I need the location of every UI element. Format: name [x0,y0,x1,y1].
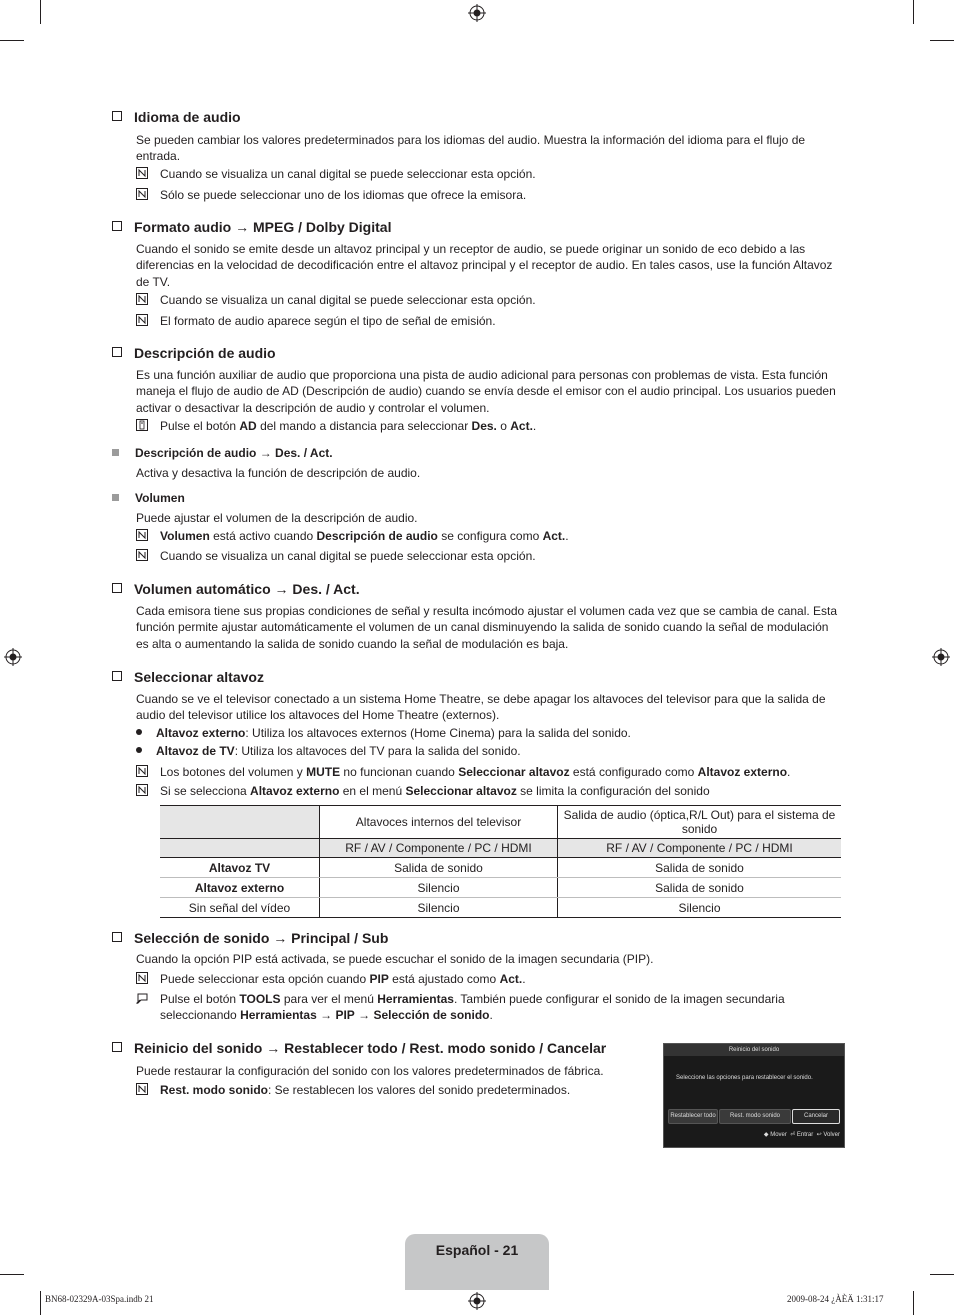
section-heading: Formato audio → MPEG / Dolby Digital [112,219,391,235]
registration-mark-icon [468,4,486,22]
table-row: Altavoces internos del televisor Salida de audio (óptica,R/L Out) para el sistema de sonido [160,806,841,839]
speaker-table [160,805,841,918]
crop-mark [0,1274,24,1275]
registration-mark-icon [4,648,22,666]
checkbox-icon [112,111,122,121]
section-heading: Seleccionar altavoz [112,669,264,685]
return-icon: ↩ [816,1132,822,1138]
crop-mark [930,40,954,41]
note-icon [136,1083,148,1095]
checkbox-icon [112,221,122,231]
osd-title: Reinicio del sonido [664,1044,844,1056]
tools-note: Pulse el botón TOOLS para ver el menú Herramientas. También puede configurar el sonido de la imagen secundaria seleccionando Herramientas → PIP → Selección de sonido. [136,991,842,1024]
paragraph: Cuando se ve el televisor conectado a un sistema Home Theatre, se debe apagar los altavoces del televisor para que la salida de audio del televisor utilice los altavoces del Home Theatre (externos). [136,692,826,723]
bullet-icon [136,729,142,735]
bullet-icon [136,747,142,753]
section-heading: Descripción de audio [112,345,276,361]
checkbox-icon [112,1042,122,1052]
registration-mark-icon [932,648,950,666]
tools-icon [136,992,148,1004]
crop-mark [913,1291,914,1315]
paragraph: Se pueden cambiar los valores predeterminados para los idiomas del audio. Muestra la información del idioma para el flujo de entrada. [136,133,806,164]
paragraph: Cuando el sonido se emite desde un altavoz principal y un receptor de audio, se puede originar un sonido de eco debido a las diferencias en la velocidad de decodificación entre el altavoz principal y el receptor de audio. En tales casos, use la función Altavoz de TV. [136,242,833,289]
list-item: Altavoz de TV: Utiliza los altavoces del TV para la salida del sonido. [136,744,521,758]
section-heading: Idioma de audio [112,109,241,125]
subsection-heading: Descripción de audio → Des. / Act. [112,446,333,460]
paragraph: Activa y desactiva la función de descripción de audio. [136,466,421,480]
note: Cuando se visualiza un canal digital se puede seleccionar esta opción. [136,548,842,564]
square-bullet-icon [112,494,119,501]
print-slug-left: BN68-02329A-03Spa.indb 21 [45,1294,154,1304]
paragraph: Cuando la opción PIP está activada, se puede escuchar el sonido de la imagen secundaria (PIP). [136,952,654,966]
paragraph: Puede ajustar el volumen de la descripción de audio. [136,511,418,525]
note-icon [136,972,148,984]
checkbox-icon [112,671,122,681]
note-icon [136,784,148,796]
note: Cuando se visualiza un canal digital se puede seleccionar esta opción. [136,166,842,182]
checkbox-icon [112,932,122,942]
cancel-button[interactable]: Cancelar [792,1109,840,1124]
note-icon [136,293,148,305]
remote-control-icon [136,419,148,431]
page-number-tab: Español - 21 [405,1234,549,1290]
reset-all-button[interactable]: Restablecer todo [668,1109,718,1124]
remote-note: Pulse el botón AD del mando a distancia para seleccionar Des. o Act.. [136,418,842,434]
square-bullet-icon [112,449,119,456]
note: El formato de audio aparece según el tipo de señal de emisión. [136,313,842,329]
note-icon [136,549,148,561]
list-item: Altavoz externo: Utiliza los altavoces externos (Home Cinema) para la salida del sonido. [136,726,631,740]
crop-mark [40,0,41,24]
paragraph: Es una función auxiliar de audio que proporciona una pista de audio adicional para personas con problemas de vista. Esta función maneja el flujo de audio de AD (Descripción de audio) cuando se envía desde el emisor con el audio principal. Los usuarios pueden activar o desactivar la descripción de audio y controlar el volumen. [136,368,836,415]
note: Volumen está activo cuando Descripción de audio se configura como Act.. [136,528,842,544]
note: Sólo se puede seleccionar uno de los idiomas que ofrece la emisora. [136,187,842,203]
note-icon [136,188,148,200]
note: Si se selecciona Altavoz externo en el menú Seleccionar altavoz se limita la configuración del sonido [136,783,842,799]
print-slug-right: 2009-08-24 ¿ÀÈÄ 1:31:17 [787,1294,884,1304]
registration-mark-icon [468,1292,486,1310]
note-icon [136,167,148,179]
table-row: Altavoz externo Silencio Salida de sonido [160,878,841,898]
note: Cuando se visualiza un canal digital se puede seleccionar esta opción. [136,292,842,308]
checkbox-icon [112,583,122,593]
section-heading: Reinicio del sonido → Restablecer todo / Rest. modo sonido / Cancelar [112,1040,606,1056]
checkbox-icon [112,347,122,357]
enter-icon: ⏎ [790,1132,796,1138]
osd-footer: ◆ Mover ⏎ Entrar ↩ Volver [763,1132,840,1138]
note: Los botones del volumen y MUTE no funcionan cuando Seleccionar altavoz está configurado como Altavoz externo. [136,764,842,780]
move-icon: ◆ [763,1132,769,1138]
note: Puede seleccionar esta opción cuando PIP está ajustado como Act.. [136,971,842,987]
crop-mark [930,1274,954,1275]
table-row: Sin señal del vídeo Silencio Silencio [160,898,841,918]
osd-message: Seleccione las opciones para restablecer el sonido. [676,1075,813,1081]
subsection-heading: Volumen [112,491,185,505]
paragraph: Cada emisora tiene sus propias condiciones de señal y resulta incómodo ajustar el volumen cada vez que se cambia de canal. Esta función permite ajustar automáticamente el volumen de un canal disminuyendo la salida de sonido cuando la señal de modulación es alta o aumentando la salida de sonido cuando la señal de modulación es baja. [136,604,838,651]
table-row: Altavoz TV Salida de sonido Salida de sonido [160,858,841,878]
section-heading: Volumen automático → Des. / Act. [112,581,360,597]
osd-dialog [663,1043,845,1148]
note-icon [136,529,148,541]
crop-mark [0,40,24,41]
note: Rest. modo sonido: Se restablecen los valores del sonido predeterminados. [136,1082,636,1098]
note-icon [136,314,148,326]
crop-mark [40,1291,41,1315]
crop-mark [913,0,914,24]
reset-sound-mode-button[interactable]: Rest. modo sonido [719,1109,791,1124]
note-icon [136,765,148,777]
table-row: RF / AV / Componente / PC / HDMI RF / AV / Componente / PC / HDMI [160,839,841,858]
paragraph: Puede restaurar la configuración del sonido con los valores predeterminados de fábrica. [136,1064,604,1078]
section-heading: Selección de sonido → Principal / Sub [112,930,388,946]
